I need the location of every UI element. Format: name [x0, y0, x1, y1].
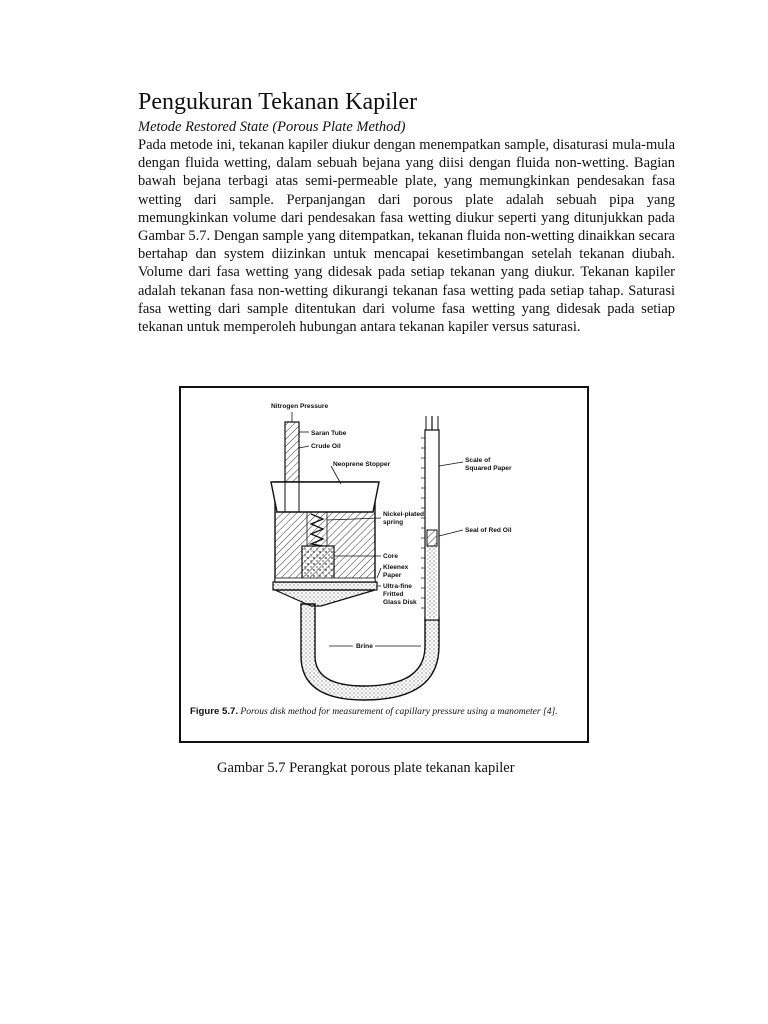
- label-core: Core: [383, 553, 399, 560]
- label-scale-of: Scale of: [465, 457, 491, 464]
- core: [302, 546, 334, 582]
- section-subtitle: Metode Restored State (Porous Plate Method): [138, 119, 406, 135]
- page-title: Pengukuran Tekanan Kapiler: [138, 89, 418, 115]
- label-squared-paper: Squared Paper: [465, 465, 512, 472]
- figure-caption-text: Porous disk method for measurement of capillary pressure using a manometer [4].: [240, 706, 558, 717]
- label-ultra-fine: Ultra-fine: [383, 583, 412, 590]
- figure-inner-caption: [190, 706, 582, 718]
- figure-frame: [179, 386, 589, 743]
- label-nitrogen-pressure: Nitrogen Pressure: [271, 403, 329, 410]
- neoprene-stopper: [271, 482, 379, 512]
- label-brine: Brine: [356, 643, 373, 650]
- u-tube: [301, 604, 439, 700]
- label-saran-tube: Saran Tube: [311, 430, 347, 437]
- label-fritted: Fritted: [383, 591, 404, 598]
- label-paper: Paper: [383, 572, 402, 579]
- label-kleenex: Kleenex: [383, 564, 409, 571]
- figure-caption: Gambar 5.7 Perangkat porous plate tekanan kapiler: [217, 760, 515, 776]
- label-crude-oil: Crude Oil: [311, 443, 341, 450]
- label-spring: spring: [383, 519, 404, 526]
- label-glass-disk: Glass Disk: [383, 599, 417, 606]
- figure-caption-label: Figure 5.7.: [190, 706, 238, 717]
- label-neoprene-stopper: Neoprene Stopper: [333, 461, 391, 468]
- porous-plate-diagram: [181, 388, 587, 741]
- label-nickel-plated: Nickel-plated: [383, 511, 425, 518]
- label-seal-red-oil: Seal of Red Oil: [465, 527, 512, 534]
- red-oil-seal: [427, 530, 437, 546]
- saran-tube: [285, 422, 299, 482]
- glass-disk: [273, 582, 377, 590]
- body-paragraph: Pada metode ini, tekanan kapiler diukur dengan menempatkan sample, disaturasi mula-mula dengan fluida wetting, dalam sebuah bejana yang diisi dengan fluida non-wetting. Bagian bawah bejana terbagi atas semi-permeable plate, yang memungkinkan pendesakan fasa wetting dari sample. Perpanjangan dari porous plate adalah sebuah pipa yang memungkinkan volume dari pendesakan fasa wetting diukur seperti yang ditunjukkan pada Gambar 5.7. Dengan sample yang ditempatkan, tekanan fluida non-wetting dinaikkan secara bertahap dan system diizinkan untuk mencapai kesetimbangan setelah tekanan diubah. Volume dari fasa wetting yang didesak pada setiap tekanan yang diukur. Tekanan kapiler adalah tekanan fasa non-wetting dikurangi tekanan fasa wetting pada setiap tahap. Saturasi fasa wetting dari sample ditentukan dari volume fasa wetting yang didesak pada setiap tekanan untuk memperoleh hubungan antara tekanan kapiler versus saturasi.: [138, 137, 675, 336]
